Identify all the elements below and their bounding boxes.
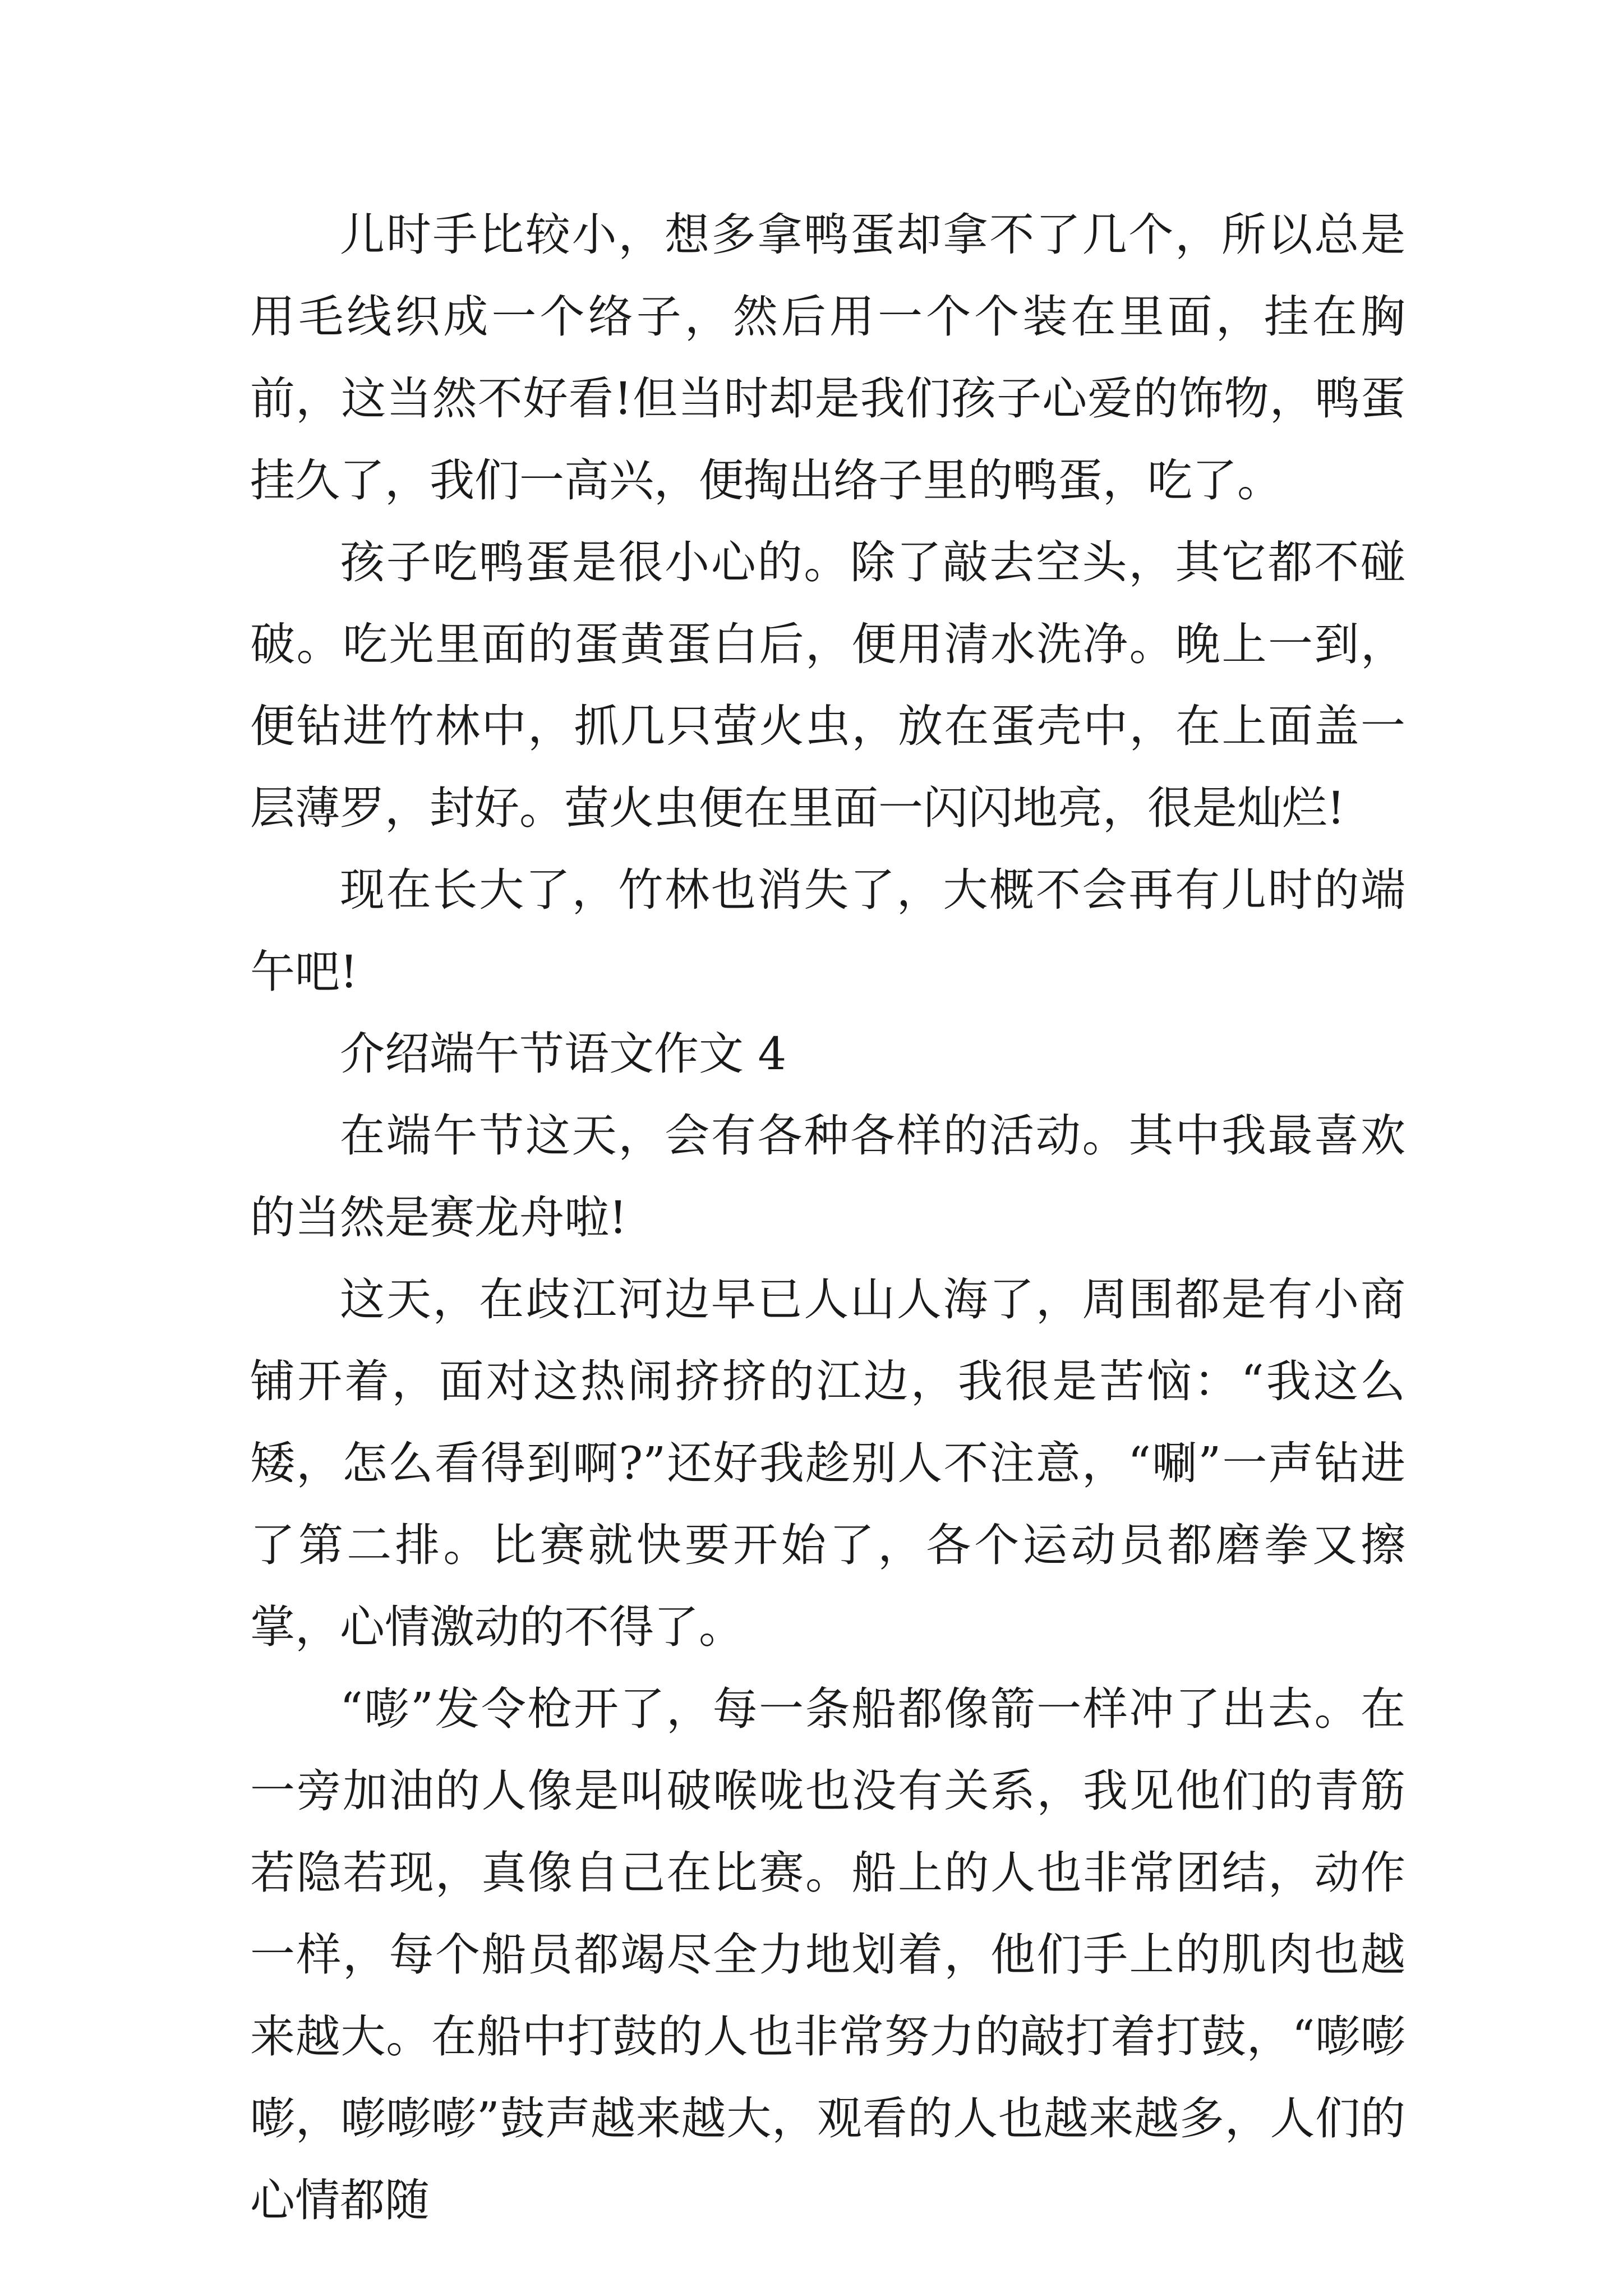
essay-body [250, 194, 1405, 2242]
paragraph-firefly-lantern: 孩子吃鸭蛋是很小心的。除了敲去空头，其它都不碰破。吃光里面的蛋黄蛋白后，便用清水洗净。晚上一到，便钻进竹林中，抓几只萤火虫，放在蛋壳中，在上面盖一层薄罗，封好。萤火虫便在里面一闪闪地亮，很是灿烂! [250, 536, 1405, 834]
paragraph-dragon-boat-intro: 在端午节这天，会有各种各样的活动。其中我最喜欢的当然是赛龙舟啦! [250, 1110, 1405, 1244]
section-heading: 介绍端午节语文作文 4 [340, 1028, 787, 1080]
paragraph-grown-up: 现在长大了，竹林也消失了，大概不会再有儿时的端午吧! [250, 864, 1405, 998]
paragraph-duck-egg-net: 儿时手比较小，想多拿鸭蛋却拿不了几个，所以总是用毛线织成一个络子，然后用一个个装在里面，挂在胸前，这当然不好看!但当时却是我们孩子心爱的饰物，鸭蛋挂久了，我们一高兴，便掏出络子里的鸭蛋，吃了。 [250, 209, 1405, 507]
paragraph-race-start: “嘭”发令枪开了，每一条船都像箭一样冲了出去。在一旁加油的人像是叫破喉咙也没有关系，我见他们的青筋若隐若现，真像自己在比赛。船上的人也非常团结，动作一样，每个船员都竭尽全力地划着，他们手上的肌肉也越来越大。在船中打鼓的人也非常努力的敲打着打鼓，“嘭嘭嘭，嘭嘭嘭”鼓声越来越大，观看的人也越来越多，人们的心情都随 [250, 1683, 1405, 2226]
paragraph-riverside-crowd: 这天，在歧江河边早已人山人海了，周围都是有小商铺开着，面对这热闹挤挤的江边，我很是苦恼：“我这么矮，怎么看得到啊?”还好我趁别人不注意，“唰”一声钻进了第二排。比赛就快要开始了，各个运动员都磨拳又擦掌，心情激动的不得了。 [250, 1273, 1405, 1653]
